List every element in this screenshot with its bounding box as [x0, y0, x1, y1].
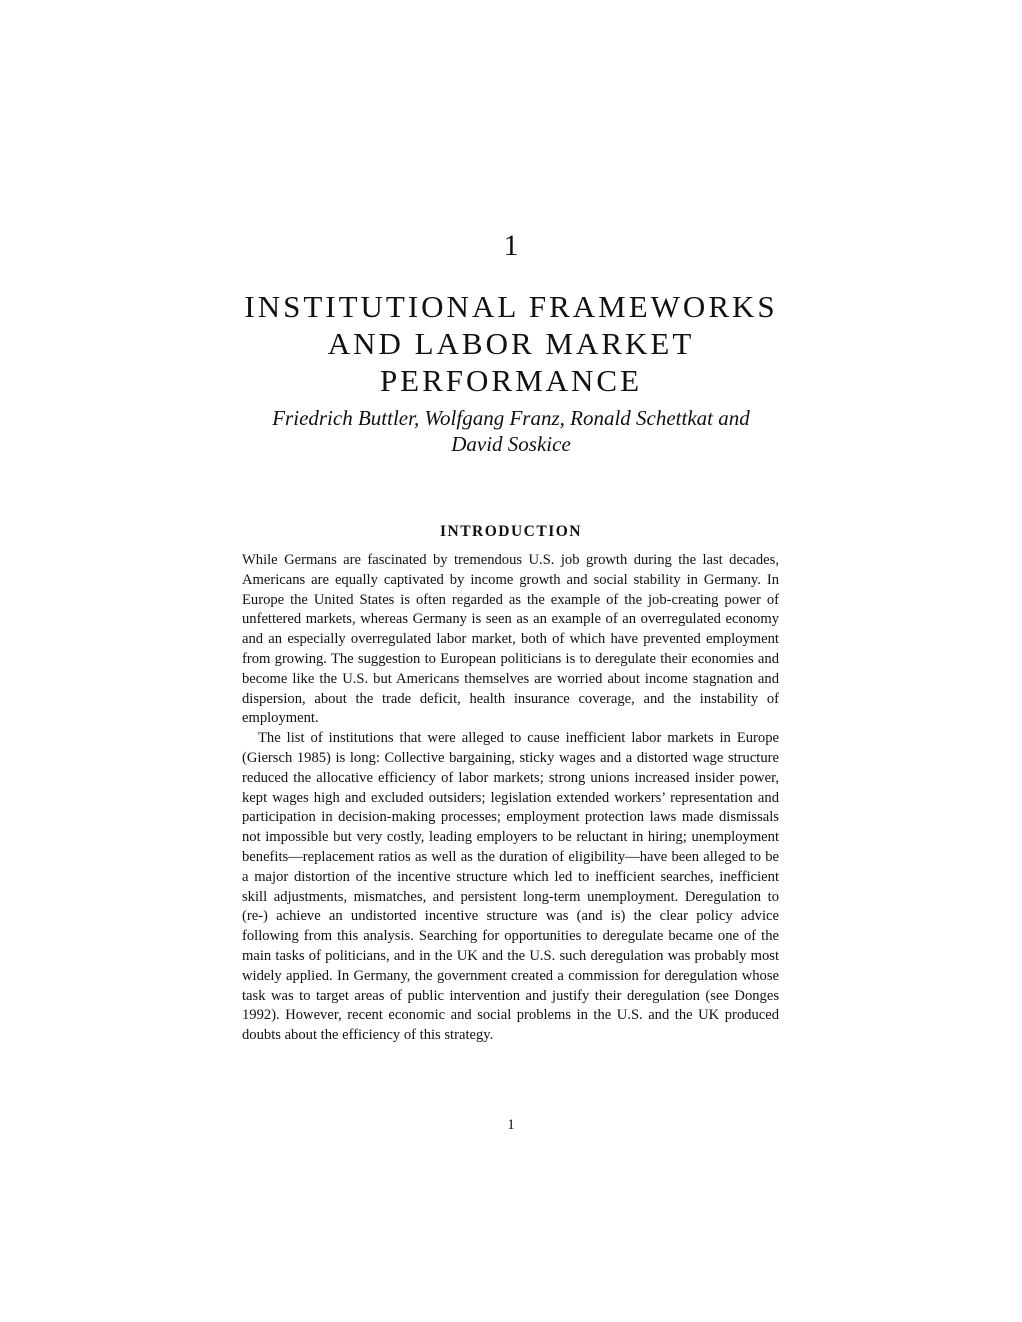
- paragraph: The list of institutions that were alleged to cause inefficient labor markets in Europe (Giersch 1985) is long: Collective bargaining, sticky wages and a distorted wage structure reduced the allocative efficiency of labor markets; strong unions increased insider power, kept wages high and excluded outsiders; legislation extended workers’ representation and participation in decision-making processes; employment protection laws made dismissals not impossible but very costly, leading employers to be reluctant in hiring; unemployment benefits—replacement ratios as well as the duration of eligibility—have been alleged to be a major distortion of the incentive structure which led to inefficient searches, inefficient skill adjustments, mismatches, and persistent long-term unemployment. Deregulation to (re-) achieve an undistorted incentive structure was (and is) the clear policy advice following from this analysis. Searching for opportunities to deregulate became one of the main tasks of politicians, and in the UK and the U.S. such deregulation was probably most widely applied. In Germany, the government created a commission for deregulation whose task was to target areas of public intervention and justify their deregulation (see Donges 1992). However, recent economic and social problems in the U.S. and the UK produced doubts about the efficiency of this strategy.: [242, 730, 779, 1044]
- page-number: 1: [507, 1117, 515, 1133]
- chapter-title: [180, 288, 842, 399]
- authors-line: David Soskice: [451, 432, 571, 456]
- chapter-title-line: INSTITUTIONAL FRAMEWORKS: [244, 289, 778, 324]
- chapter-number: 1: [503, 229, 519, 262]
- chapter-title-line: AND LABOR MARKET: [327, 326, 695, 361]
- paragraph: While Germans are fascinated by tremendous U.S. job growth during the last decades, Americans are equally captivated by income growth and social stability in Germany. In Europe the United States is often regarded as the example of the job-creating power of unfettered markets, whereas Germany is seen as an example of an overregulated economy and an especially overregulated labor market, both of which have prevented employment from growing. The suggestion to European politicians is to deregulate their economies and become like the U.S. but Americans themselves are worried about income stagnation and dispersion, about the trade deficit, health insurance coverage, and the instability of employment.: [242, 552, 779, 727]
- section-heading: INTRODUCTION: [439, 523, 582, 540]
- authors-line: Friedrich Buttler, Wolfgang Franz, Ronald Schettkat and: [272, 406, 750, 430]
- body-text: [242, 551, 779, 1046]
- chapter-title-line: PERFORMANCE: [379, 363, 643, 398]
- authors: [200, 405, 822, 457]
